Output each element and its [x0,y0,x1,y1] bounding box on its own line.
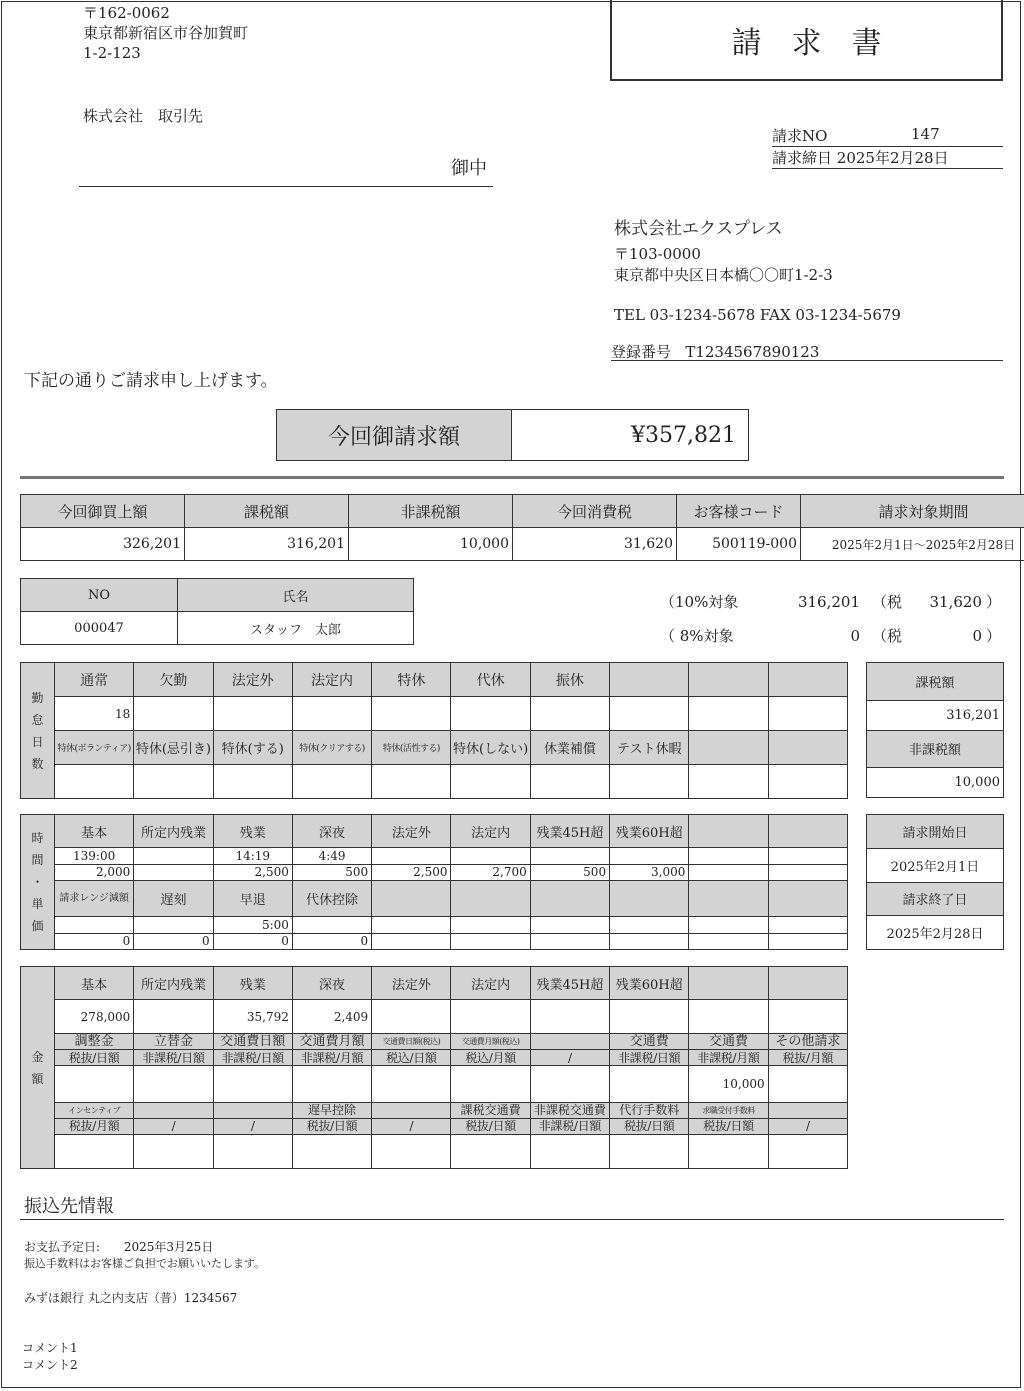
time-hours2-cell [451,917,530,933]
time-rate-cell [134,864,213,880]
period-start-value: 2025年2月1日 [867,848,1004,882]
money-value3-cell [451,1134,530,1168]
attendance-header-cell: 代休 [451,663,530,697]
recipient-address [83,3,248,63]
money-header3a-cell [213,1102,292,1118]
money-value3-cell [689,1134,768,1168]
issuer-postal: 〒103-0000 [614,245,701,263]
attendance-value-cell: 18 [55,697,134,731]
money-value-cell: 2,409 [292,1000,371,1034]
time-rate-cell: 2,500 [372,864,451,880]
time-hours-cell: 139:00 [55,848,134,864]
time-header2-cell [689,880,768,917]
money-value2-cell [530,1066,609,1102]
money-value-cell [768,1000,847,1034]
time-hours-cell [451,848,530,864]
tax-breakdown-tax: 31,620 [929,593,982,611]
summary-header-cell: 課税額 [185,495,349,528]
money-side-char: 金 [31,1049,44,1064]
comment-1: コメント1 [22,1341,78,1355]
attendance-side-char: 日 [31,734,44,749]
money-value-cell [689,1000,768,1034]
money-header2b-cell: 税込/日額 [372,1050,451,1066]
time-rate2-cell [451,933,530,949]
time-unit-side-char: 価 [31,919,44,933]
attendance-header-cell: 特休(ボランティア) [55,731,134,765]
money-value3-cell [292,1134,371,1168]
bank-heading: 振込先情報 [24,1196,114,1217]
money-header3b-cell: 税抜/月額 [55,1118,134,1134]
money-header-cell [689,967,768,1000]
money-value2-cell [55,1066,134,1102]
money-header3a-cell: 非課税交通費 [530,1102,609,1118]
time-rate-cell: 2,500 [213,864,292,880]
money-value-cell [372,1000,451,1034]
tax-breakdown-tax-label: （税 [872,627,903,645]
time-header-cell: 残業 [213,815,292,848]
period-end-label: 請求終了日 [867,882,1004,916]
money-header-cell: 残業 [213,967,292,1000]
summary-header-cell: 非課税額 [349,495,513,528]
total-amount-label: 今回御請求額 [277,410,512,461]
money-value2-cell [292,1066,371,1102]
summary-value-cell: 326,201 [21,528,185,561]
time-rate2-cell [610,933,689,949]
issuer-address-line: 東京都中央区日本橋〇〇町1-2-3 [614,266,833,284]
period-end-value: 2025年2月28日 [867,916,1004,950]
time-hours-cell [768,848,847,864]
issuer-company: 株式会社エクスプレス [614,219,783,239]
money-value-cell: 35,792 [213,1000,292,1034]
tax-breakdown-tax-label: （税 [872,593,903,611]
staff-name-header: 氏名 [178,579,414,612]
time-header2-cell: 早退 [213,880,292,917]
tax-breakdown-row [660,585,1005,619]
total-amount-box [276,409,749,461]
time-hours-cell [134,848,213,864]
issuer-registration [611,341,1003,361]
tax-breakdown-label: （ 8%対象 [660,627,734,645]
money-value2-cell [451,1066,530,1102]
tax-breakdown-amount: 0 [850,627,860,645]
money-value-cell [134,1000,213,1034]
summary-header-cell: 今回御買上額 [21,495,185,528]
money-header3b-cell: 税抜/日額 [292,1118,371,1134]
money-header3b-cell: 税抜/日額 [451,1118,530,1134]
invoice-closing-value: 2025年2月28日 [836,149,949,167]
invoice-closing-row [772,147,1003,169]
attendance-header-cell: 法定内 [292,663,371,697]
summary-table [20,494,1024,561]
recipient-honorific: 御中 [451,158,487,179]
summary-value-cell: 31,620 [513,528,677,561]
time-rate2-cell: 0 [292,933,371,949]
money-value3-cell [530,1134,609,1168]
money-header-cell: 法定内 [451,967,530,1000]
attendance-header-cell: 特休(クリアする) [292,731,371,765]
time-rate-cell [689,864,768,880]
time-unit-block [20,814,848,950]
summary-header-row [21,495,1024,528]
tax-breakdown-label: （10%対象 [660,593,739,611]
staff-no-header: NO [21,579,178,612]
tax-breakdown-close: ） [986,593,1002,611]
time-hours-cell [610,848,689,864]
time-rate-cell: 3,000 [610,864,689,880]
attendance-value-cell [530,765,609,799]
money-value3-cell [372,1134,451,1168]
money-header3a-cell: 課税交通費 [451,1102,530,1118]
attendance-table [20,662,848,799]
attendance-header-cell: 特休(忌引き) [134,731,213,765]
money-header3b-cell: / [213,1118,292,1134]
attendance-header-cell: テスト休暇 [610,731,689,765]
invoice-closing-label: 請求締日 [772,149,833,167]
attendance-value-cell [610,765,689,799]
money-header-cell: 残業60H超 [610,967,689,1000]
money-header3b-cell: 税抜/日額 [689,1118,768,1134]
time-rate2-cell [768,933,847,949]
time-rate2-cell: 0 [213,933,292,949]
money-header2b-cell: 税込/月額 [451,1050,530,1066]
time-hours2-cell [768,917,847,933]
summary-header-cell: お客様コード [677,495,801,528]
invoice-meta [772,125,1003,169]
money-header-cell: 残業45H超 [530,967,609,1000]
money-header2a-cell: 交通費 [610,1034,689,1050]
time-header-cell [689,815,768,848]
money-header3a-cell: インセンティブ [55,1102,134,1118]
time-hours2-cell [689,917,768,933]
time-header-cell: 深夜 [292,815,371,848]
attendance-header-cell [610,663,689,697]
time-header-cell: 基本 [55,815,134,848]
attendance-value-cell [768,765,847,799]
attendance-header-cell [689,663,768,697]
time-rate-cell: 2,700 [451,864,530,880]
time-header2-cell [768,880,847,917]
time-hours-cell [372,848,451,864]
staff-table [20,578,414,645]
money-header2a-cell: 交通費月額 [292,1034,371,1050]
section-divider [20,476,1004,479]
document-title: 請 求 書 [610,0,1003,81]
summary-header-cell: 今回消費税 [513,495,677,528]
attendance-header-cell: 法定外 [213,663,292,697]
attendance-side-char: 数 [31,756,44,771]
money-side-char: 額 [31,1071,44,1086]
attendance-value-cell [689,765,768,799]
time-unit-side-char: 単 [31,897,44,911]
money-table [20,966,848,1169]
time-rate2-cell [689,933,768,949]
side-nontaxable-value: 10,000 [867,768,1004,798]
attendance-header-cell: 特休(する) [213,731,292,765]
money-header2a-cell [530,1034,609,1050]
money-header3a-cell [134,1102,213,1118]
recipient-postal: 〒162-0062 [83,4,170,22]
money-header-cell: 基本 [55,967,134,1000]
attendance-header-cell: 特休(しない) [451,731,530,765]
money-header3b-cell: / [134,1118,213,1134]
tax-breakdown-tax: 0 [972,627,982,645]
tax-breakdown [660,585,1005,653]
attendance-value-cell [768,697,847,731]
money-header2b-cell: 税抜/月額 [768,1050,847,1066]
money-header2a-cell: 交通費日額 [213,1034,292,1050]
tax-breakdown-close: ） [986,627,1002,645]
money-header-cell [768,967,847,1000]
time-rate2-cell [372,933,451,949]
money-header-cell: 法定外 [372,967,451,1000]
recipient-address-line1: 東京都新宿区市谷加賀町 [83,24,249,42]
money-value3-cell [55,1134,134,1168]
attendance-side-char: 勤 [31,690,44,705]
time-hours2-cell [530,917,609,933]
time-hours-cell: 14:19 [213,848,292,864]
staff-no-value: 000047 [21,612,178,645]
attendance-side-char: 怠 [31,712,44,727]
money-header2b-cell: 税抜/日額 [55,1050,134,1066]
fee-note: 振込手数料はお客様ご負担でお願いいたします。 [24,1257,266,1270]
money-header2a-cell: 調整金 [55,1034,134,1050]
money-header3a-cell: 代行手数料 [610,1102,689,1118]
money-header2a-cell: その他請求 [768,1034,847,1050]
money-header3b-cell: 非課税/日額 [530,1118,609,1134]
attendance-header-cell: 振休 [530,663,609,697]
money-header-cell: 所定内残業 [134,967,213,1000]
recipient-address-line2: 1-2-123 [83,44,141,62]
invoice-no-row [772,125,1003,147]
time-hours-cell [689,848,768,864]
money-side-label [21,967,55,1169]
side-taxable-value: 316,201 [867,700,1004,730]
side-taxable-label: 課税額 [867,663,1004,701]
money-value-cell [610,1000,689,1034]
attendance-value-cell [689,697,768,731]
money-value2-cell [213,1066,292,1102]
money-header2b-cell: 非課税/日額 [610,1050,689,1066]
money-value3-cell [213,1134,292,1168]
money-value-cell [451,1000,530,1034]
comment-2: コメント2 [22,1358,78,1372]
time-rate-cell: 2,000 [55,864,134,880]
summary-header-cell: 請求対象期間 [801,495,1024,528]
total-amount-value: ¥357,821 [512,410,749,461]
money-value2-cell [134,1066,213,1102]
attendance-value-cell [451,697,530,731]
attendance-header-cell: 通常 [55,663,134,697]
time-hours2-cell [372,917,451,933]
attendance-value-cell [372,697,451,731]
money-header-cell: 深夜 [292,967,371,1000]
attendance-value-cell [610,697,689,731]
money-header3a-cell: 遅早控除 [292,1102,371,1118]
money-value-cell [530,1000,609,1034]
money-header2a-cell: 交通費日額(税込) [372,1034,451,1050]
period-table [866,814,1004,950]
money-value3-cell [610,1134,689,1168]
money-header2a-cell: 交通費 [689,1034,768,1050]
attendance-header-cell: 休業補償 [530,731,609,765]
time-hours2-cell: 5:00 [213,917,292,933]
attendance-header-cell: 特休 [372,663,451,697]
money-value2-cell [610,1066,689,1102]
summary-value-cell: 500119-000 [677,528,801,561]
attendance-value-cell [530,697,609,731]
time-header-cell: 法定内 [451,815,530,848]
attendance-side-label [21,663,55,799]
time-hours2-cell [134,917,213,933]
time-hours-cell [530,848,609,864]
money-header2b-cell: 非課税/月額 [689,1050,768,1066]
attendance-value-cell [134,697,213,731]
money-value2-cell [768,1066,847,1102]
bank-divider [20,1219,1004,1220]
time-header-cell: 所定内残業 [134,815,213,848]
summary-value-row [21,528,1024,561]
issuer-reg-value: T1234567890123 [685,343,820,361]
money-header2b-cell: / [530,1050,609,1066]
time-hours-cell: 4:49 [292,848,371,864]
attendance-value-cell [213,697,292,731]
side-nontaxable-label: 非課税額 [867,730,1004,768]
attendance-value-cell [292,765,371,799]
time-unit-side-char: 間 [31,853,44,867]
attendance-header-cell: 欠勤 [134,663,213,697]
time-rate-cell: 500 [530,864,609,880]
attendance-block [20,662,848,798]
time-rate2-cell: 0 [134,933,213,949]
time-rate-cell [768,864,847,880]
money-header3a-cell: 求職受付手数料 [689,1102,768,1118]
time-header-cell: 残業60H超 [610,815,689,848]
issuer-address [614,244,833,286]
side-tax-table [866,662,1004,798]
time-header2-cell [372,880,451,917]
issuer-contact: TEL 03-1234-5678 FAX 03-1234-5679 [614,306,901,324]
money-header2b-cell: 非課税/日額 [213,1050,292,1066]
time-header2-cell [451,880,530,917]
money-header3b-cell: / [768,1118,847,1134]
invoice-no-value: 147 [911,125,940,143]
bank-account: みずほ銀行 丸之内支店（普）1234567 [24,1291,238,1305]
money-value3-cell [134,1134,213,1168]
summary-value-cell: 316,201 [185,528,349,561]
attendance-value-cell [451,765,530,799]
attendance-header-cell [768,731,847,765]
time-header-cell: 法定外 [372,815,451,848]
time-hours2-cell [55,917,134,933]
attendance-header-cell [689,731,768,765]
attendance-header-cell: 特休(活性する) [372,731,451,765]
time-header-cell: 残業45H超 [530,815,609,848]
money-header3b-cell: / [372,1118,451,1134]
time-unit-side-char: ・ [31,875,44,889]
time-hours2-cell [610,917,689,933]
time-header-cell [768,815,847,848]
summary-value-cell: 10,000 [349,528,513,561]
money-value2-cell: 10,000 [689,1066,768,1102]
money-header2a-cell: 交通費月額(税込) [451,1034,530,1050]
attendance-value-cell [372,765,451,799]
pay-date-label: お支払予定日: [24,1240,101,1254]
money-value-cell: 278,000 [55,1000,134,1034]
attendance-header-cell [768,663,847,697]
time-unit-side-char: 時 [31,831,44,845]
money-block [20,966,848,1169]
issuer-reg-label: 登録番号 [611,343,672,361]
time-rate-cell: 500 [292,864,371,880]
money-header3a-cell [372,1102,451,1118]
money-header2b-cell: 非課税/日額 [134,1050,213,1066]
time-header2-cell: 請求レンジ減額 [55,880,134,917]
intro-text: 下記の通りご請求申し上げます。 [24,371,278,391]
time-header2-cell [610,880,689,917]
money-header3b-cell: 税抜/日額 [610,1118,689,1134]
pay-date-row [24,1238,213,1255]
time-unit-table [20,814,848,950]
time-header2-cell [530,880,609,917]
time-rate2-cell: 0 [55,933,134,949]
money-header3a-cell [768,1102,847,1118]
summary-value-cell: 2025年2月1日～2025年2月28日 [801,528,1024,561]
attendance-value-cell [55,765,134,799]
money-header2a-cell: 立替金 [134,1034,213,1050]
attendance-value-cell [134,765,213,799]
recipient-underline [79,186,493,187]
attendance-value-cell [213,765,292,799]
time-rate2-cell [530,933,609,949]
time-hours2-cell [292,917,371,933]
time-header2-cell: 代休控除 [292,880,371,917]
recipient-company: 株式会社 取引先 [83,107,204,125]
tax-breakdown-row [660,619,1005,653]
invoice-no-label: 請求NO [772,127,828,145]
period-start-label: 請求開始日 [867,815,1004,849]
attendance-value-cell [292,697,371,731]
money-value3-cell [768,1134,847,1168]
tax-breakdown-amount: 316,201 [797,593,860,611]
money-header2b-cell: 非課税/月額 [292,1050,371,1066]
time-unit-side-label [21,815,55,950]
money-value2-cell [372,1066,451,1102]
pay-date-value: 2025年3月25日 [123,1240,214,1254]
time-header2-cell: 遅刻 [134,880,213,917]
staff-name-value: スタッフ 太郎 [178,612,414,645]
